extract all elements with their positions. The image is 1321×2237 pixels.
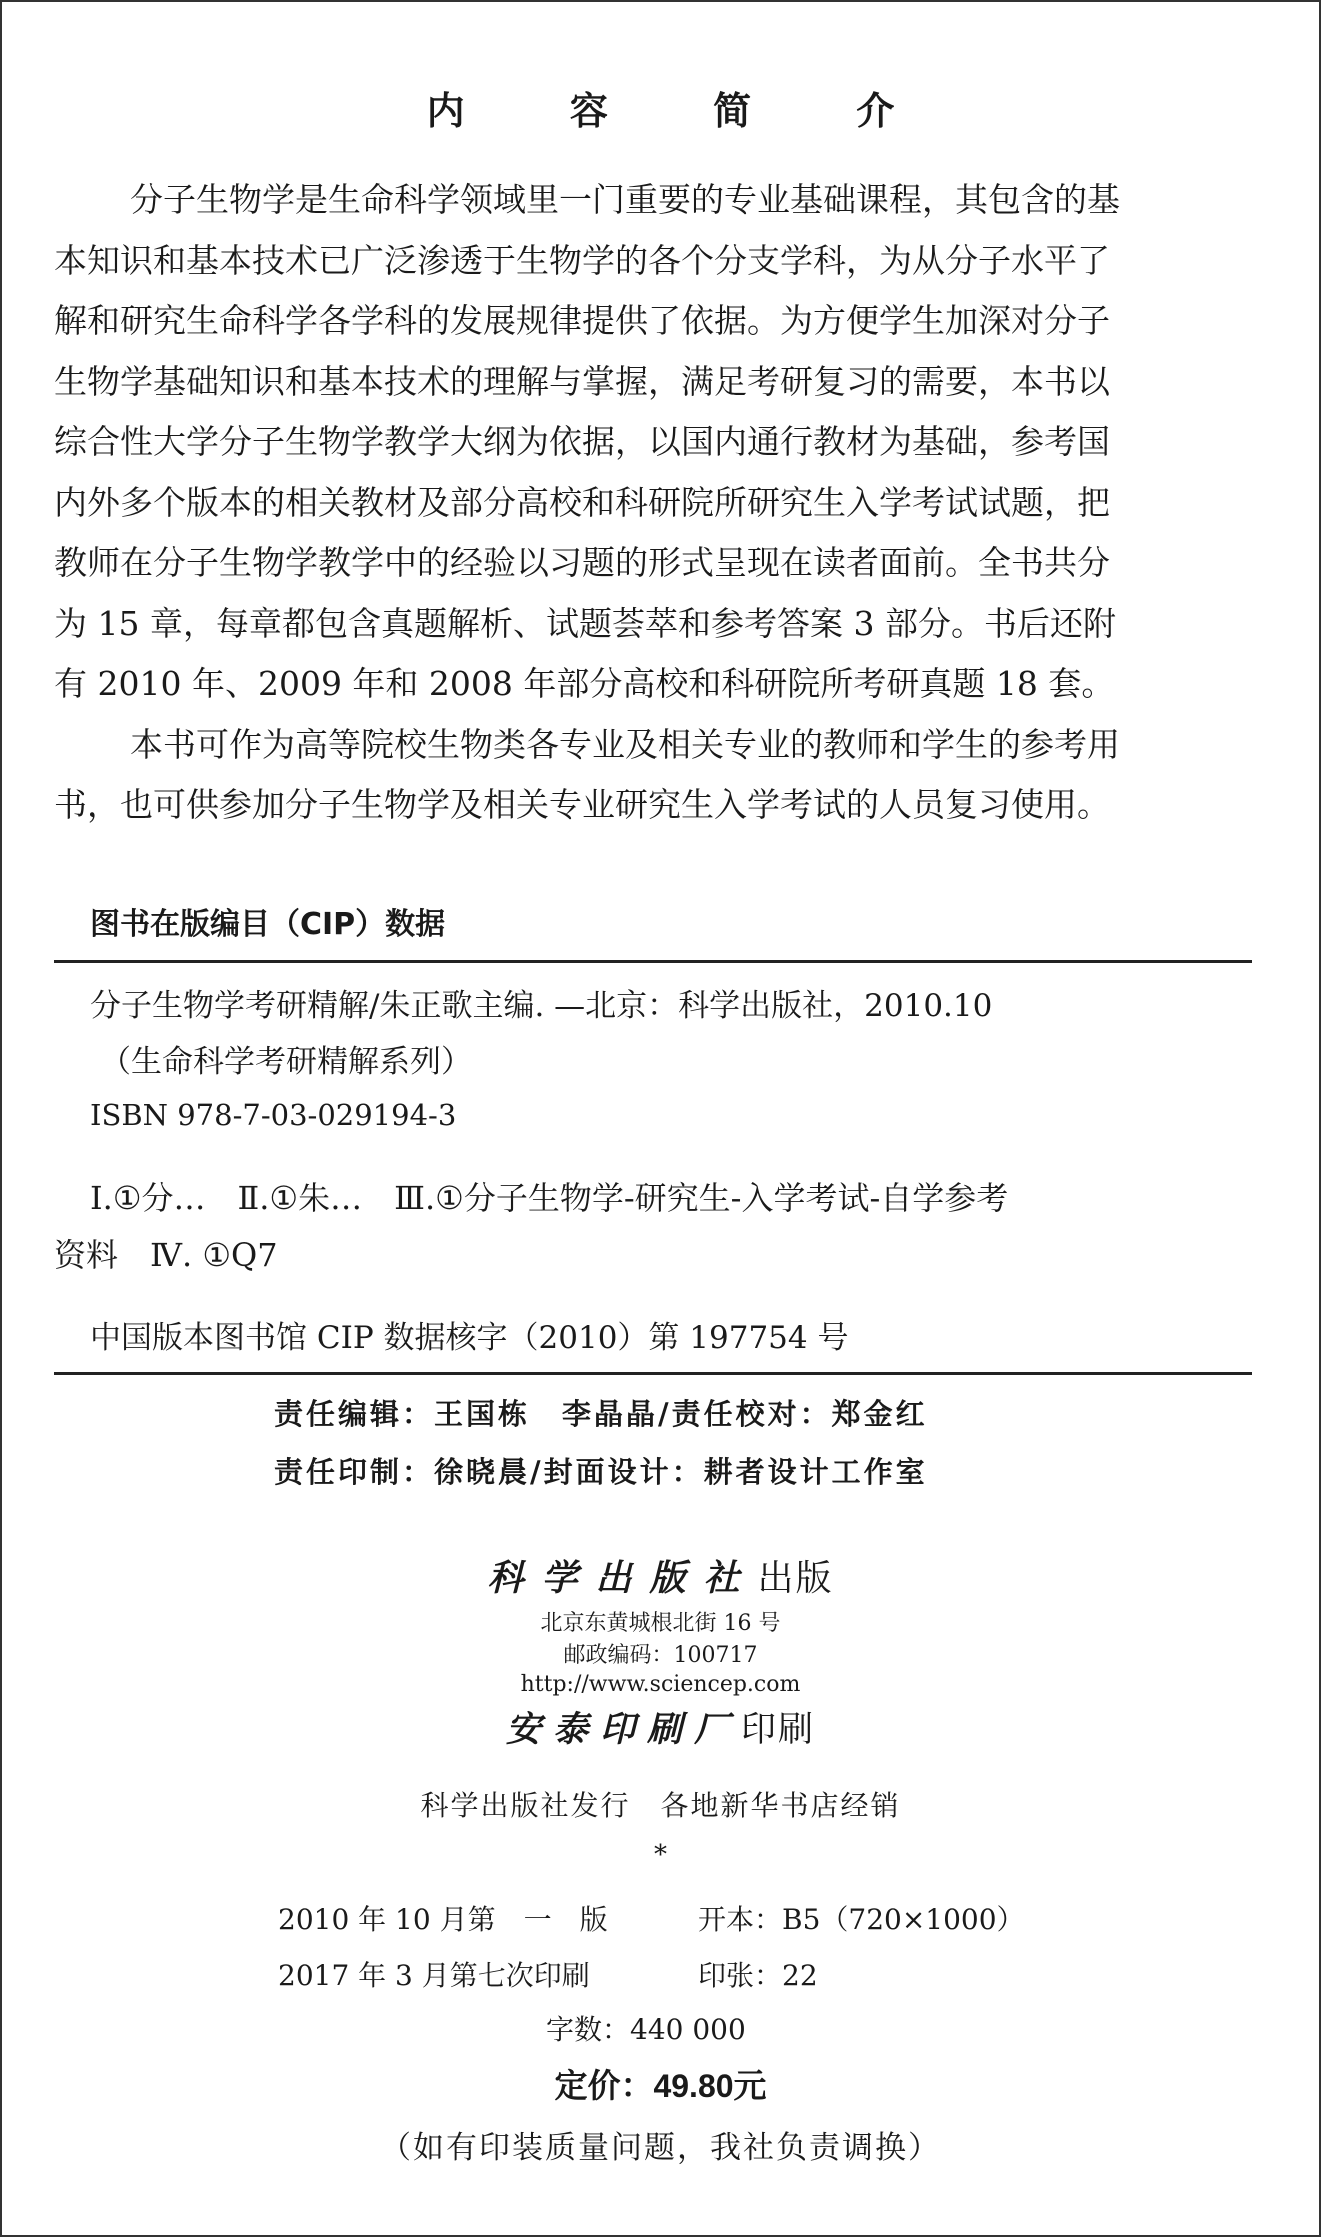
intro-line: 分子生物学是生命科学领域里一门重要的专业基础课程，其包含的基 [130,180,1120,219]
publisher-website: http://www.sciencep.com [520,1672,801,1697]
intro-line: 教师在分子生物学教学中的经验以习题的形式呈现在读者面前。全书共分 [54,543,1110,582]
quality-notice: （如有印装质量问题，我社负责调换） [380,2130,941,2166]
cip-series-line: （生命科学考研精解系列） [100,1044,472,1080]
staff-line-editors: 责任编辑：王国栋 李晶晶/责任校对：郑金红 [274,1397,928,1431]
printer-name: 安泰印刷厂 [505,1709,741,1750]
publisher-line [2,1550,1319,1601]
separator-star: * [654,1840,667,1870]
cip-title-line: 分子生物学考研精解/朱正歌主编. —北京：科学出版社，2010.10 [90,988,993,1024]
intro-line: 书，也可供参加分子生物学及相关专业研究生入学考试的人员复习使用。 [54,785,1110,824]
staff-line-production: 责任印制：徐晓晨/封面设计：耕者设计工作室 [274,1455,928,1489]
publisher-postcode: 邮政编码：100717 [563,1643,758,1668]
price-line [2,2060,1319,2107]
printer-line [2,1702,1319,1752]
cip-isbn: ISBN 978-7-03-029194-3 [90,1098,457,1132]
price-unit: 元 [733,2066,767,2105]
intro-line: 有 2010 年、2009 年和 2008 年部分高校和科研院所考研真题 18 套。 [54,664,1115,703]
intro-line: 解和研究生命科学各学科的发展规律提供了依据。为方便学生加深对分子 [54,301,1110,340]
intro-paragraph-2 [54,715,1254,836]
price-label: 定价： [554,2066,654,2105]
intro-line: 为 15 章，每章都包含真题解析、试题荟萃和参考答案 3 部分。书后还附 [54,603,1116,643]
cip-classification [54,1170,1254,1284]
page-title: 内 容 简 介 [426,89,941,133]
publisher-name: 科学出版社 [487,1557,758,1599]
intro-line: 本书可作为高等院校生物类各专业及相关专业的教师和学生的参考用 [130,724,1120,764]
edition-word-count: 字数：440 000 [546,2013,746,2046]
price-value: 49.80 [653,2068,734,2104]
intro-line: 综合性大学分子生物学教学大纲为依据，以国内通行教材为基础，参考国 [54,422,1110,461]
cip-heading: 图书在版编目（CIP）数据 [90,907,446,942]
publisher-address: 北京东黄城根北街 16 号 [540,1611,781,1636]
distribution-line: 科学出版社发行 各地新华书店经销 [420,1789,901,1822]
edition-sheets: 印张：22 [698,1959,818,1992]
printer-suffix: 印刷 [741,1710,816,1750]
edition-printing: 2017 年 3 月第七次印刷 [278,1959,590,1992]
edition-format: 开本：B5（720×1000） [698,1903,1025,1936]
intro-line: 内外多个版本的相关教材及部分高校和科研院所研究生入学考试试题，把 [54,482,1110,522]
cip-class-line: 资料 Ⅳ. ①Q7 [54,1236,278,1274]
publisher-suffix: 出版 [757,1558,834,1599]
intro-paragraph-1 [54,170,1254,715]
intro-line: 生物学基础知识和基本技术的理解与掌握，满足考研复习的需要，本书以 [54,361,1110,401]
intro-text [54,170,1254,836]
cip-class-line: Ⅰ.①分… Ⅱ.①朱… Ⅲ.①分子生物学-研究生-入学考试-自学参考 [90,1179,1009,1217]
intro-line: 本知识和基本技术已广泛渗透于生物学的各个分支学科，为从分子水平了 [54,240,1110,280]
edition-first: 2010 年 10 月第 一 版 [278,1903,608,1936]
divider [54,960,1252,963]
divider [54,1372,1252,1375]
cip-approval: 中国版本图书馆 CIP 数据核字（2010）第 197754 号 [90,1320,849,1356]
